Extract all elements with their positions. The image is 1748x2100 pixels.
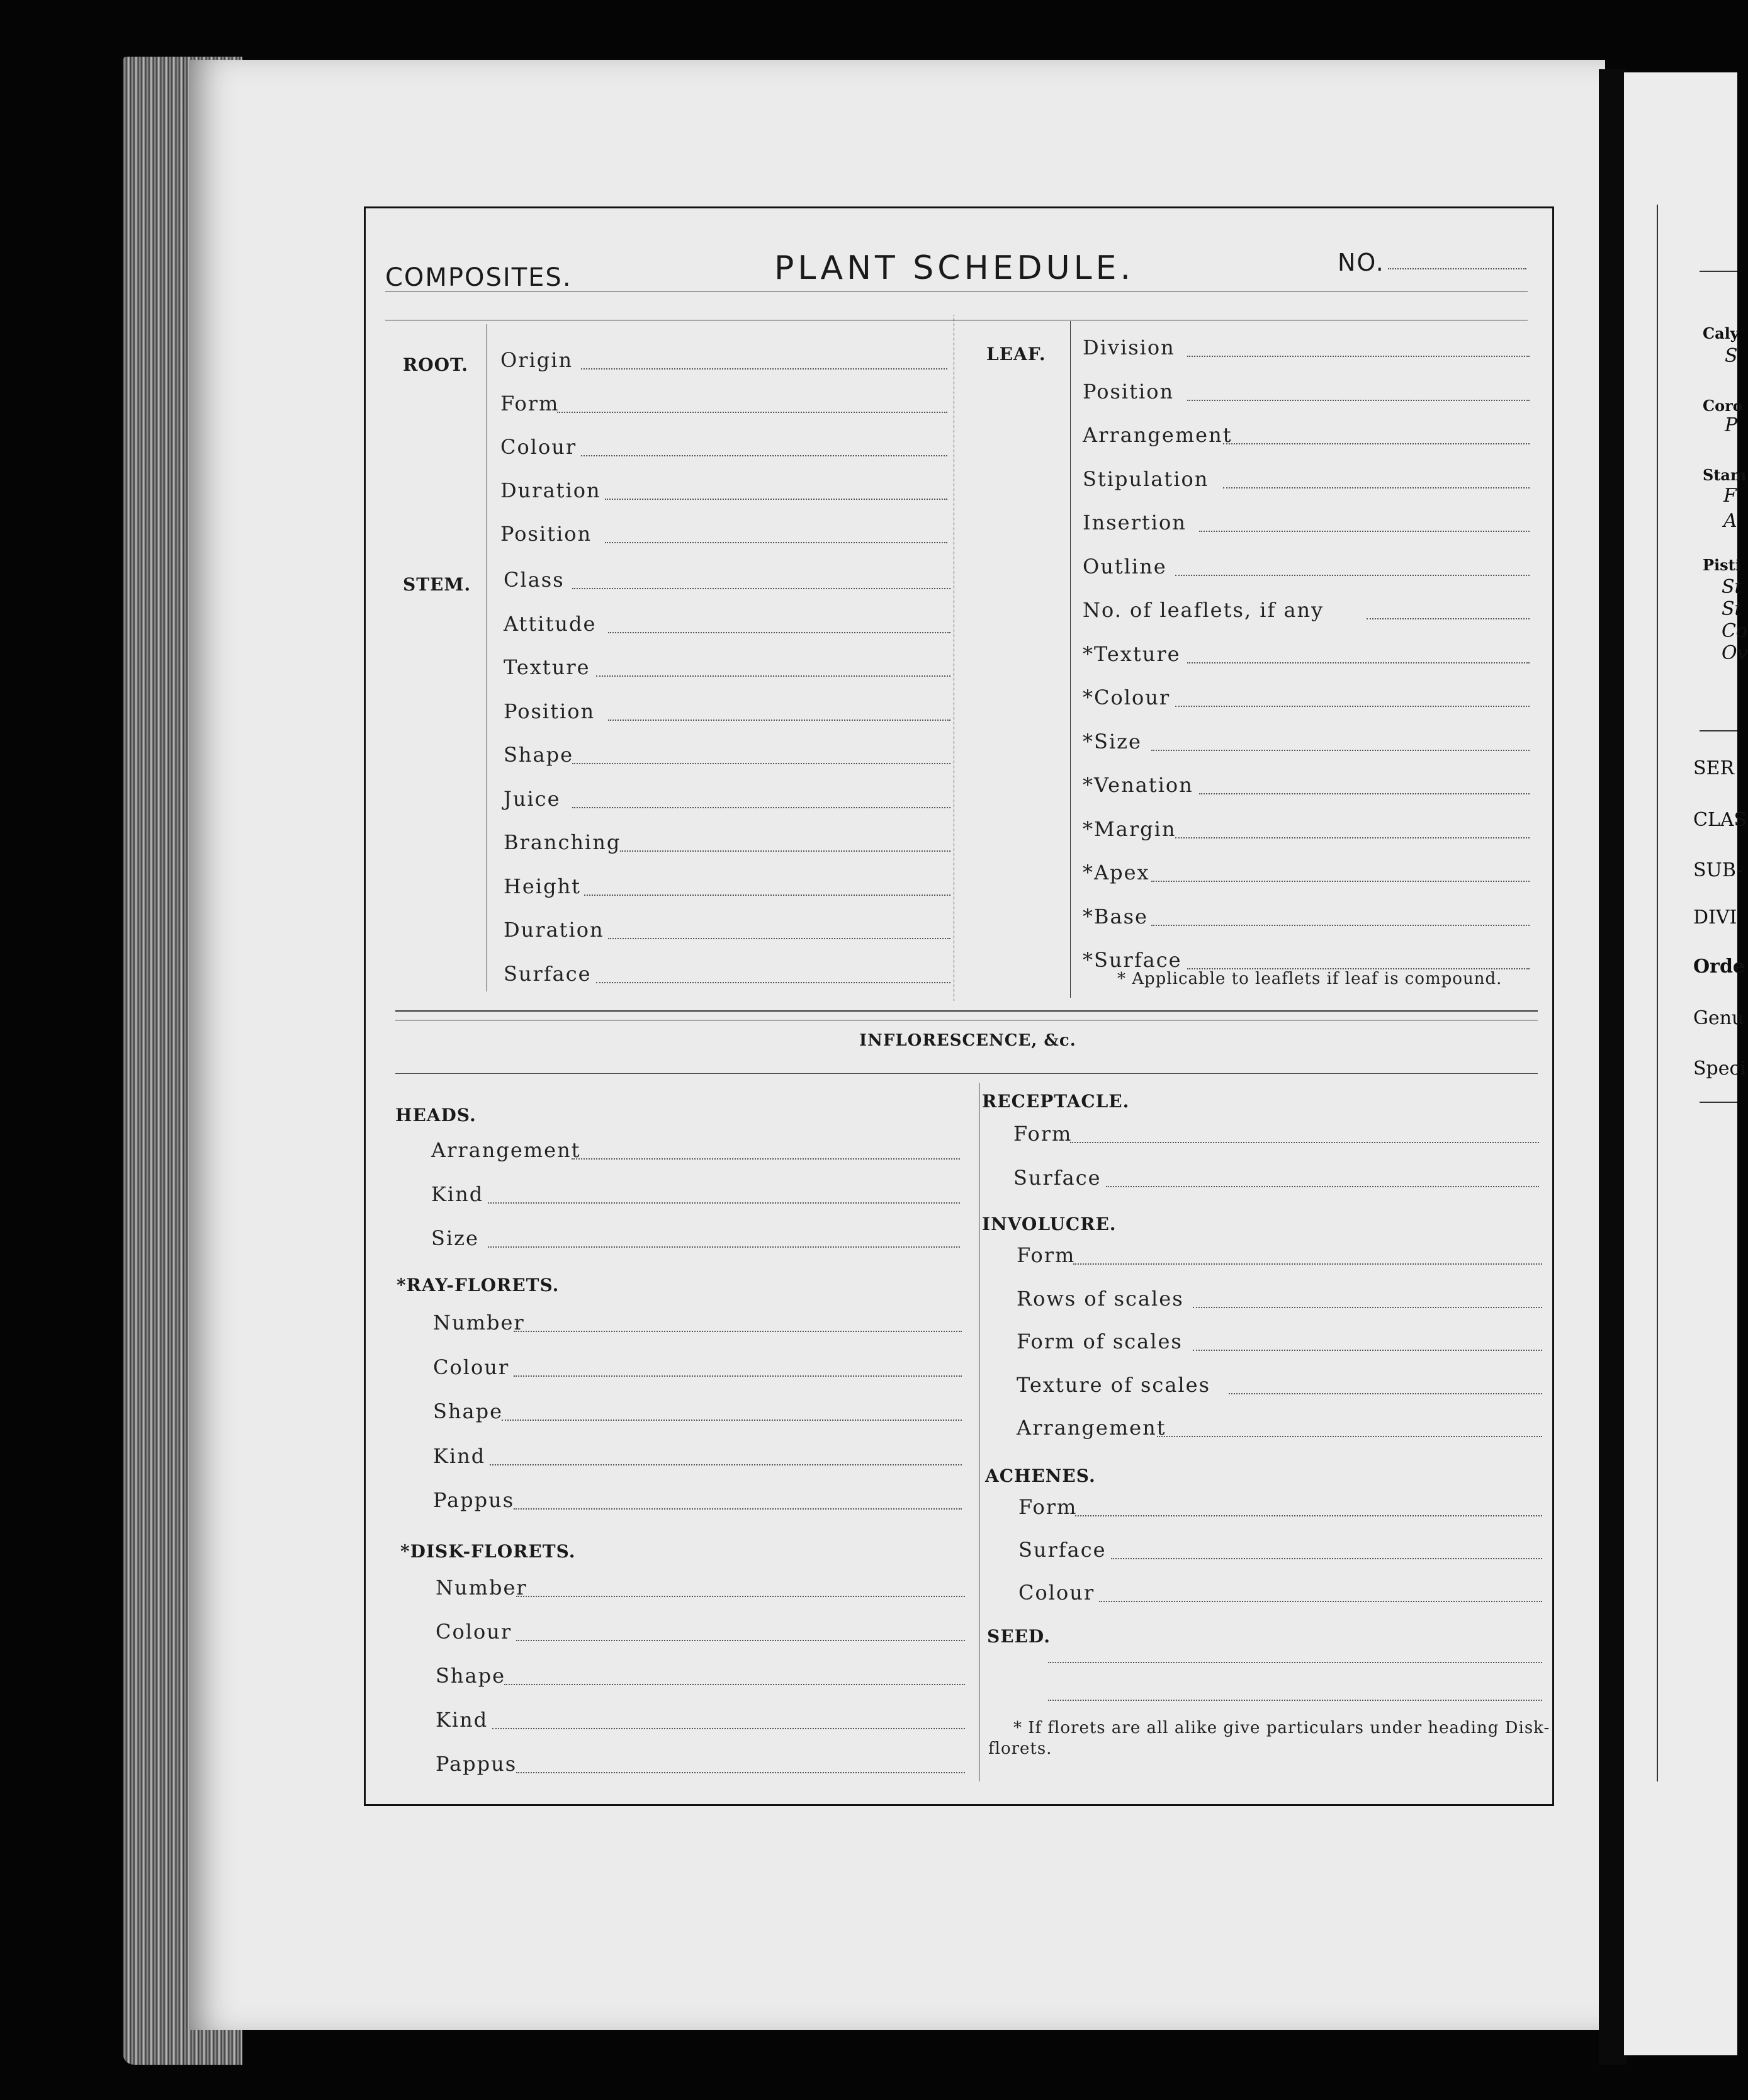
leaf-field-fill-line[interactable] <box>1175 575 1530 576</box>
involucre-field-label: Form <box>1017 1243 1076 1267</box>
leaf-field-fill-line[interactable] <box>1187 356 1530 357</box>
leaf-heading: LEAF. <box>986 344 1046 364</box>
stem-field-fill-line[interactable] <box>596 982 950 983</box>
right-page-frame-edge <box>1657 205 1658 1781</box>
right-page-label: DIVI <box>1693 906 1737 929</box>
leaf-field-fill-line[interactable] <box>1187 400 1530 401</box>
ray-florets-heading: *RAY-FLORETS. <box>397 1275 560 1296</box>
leaf-field-fill-line[interactable] <box>1151 925 1530 926</box>
disk-florets-field-fill-line[interactable] <box>516 1596 965 1597</box>
disk-florets-field-label: Kind <box>436 1708 488 1732</box>
ray-florets-field-fill-line[interactable] <box>514 1331 962 1332</box>
leaf-field-label: Outline <box>1083 554 1167 579</box>
stem-field-fill-line[interactable] <box>572 763 950 764</box>
disk-florets-heading: *DISK-FLORETS. <box>400 1541 576 1562</box>
stem-field-fill-line[interactable] <box>596 675 950 677</box>
root-field-label: Colour <box>500 435 577 459</box>
root-field-fill-line[interactable] <box>605 499 947 500</box>
leaf-field-label: *Margin <box>1083 816 1176 841</box>
heads-field-label: Arrangement <box>431 1138 581 1162</box>
leaf-field-label: Division <box>1083 336 1175 359</box>
involucre-field-label: Form of scales <box>1017 1329 1183 1353</box>
right-page-label: Co <box>1722 620 1748 642</box>
achenes-heading: ACHENES. <box>985 1465 1096 1486</box>
stem-field-label: Height <box>504 874 582 898</box>
root-heading: ROOT. <box>403 354 469 375</box>
right-page-label: SER <box>1693 757 1735 779</box>
leaf-field-fill-line[interactable] <box>1223 443 1530 444</box>
ray-florets-field-label: Number <box>433 1311 525 1335</box>
stem-field-fill-line[interactable] <box>608 720 950 721</box>
ray-florets-field-label: Kind <box>433 1443 486 1468</box>
disk-florets-field-fill-line[interactable] <box>504 1684 965 1685</box>
receptacle-field-fill-line[interactable] <box>1106 1186 1539 1187</box>
receptacle-field-label: Surface <box>1013 1166 1102 1190</box>
root-field-label: Origin <box>500 348 573 372</box>
seed-line-2 <box>1048 1700 1542 1701</box>
leaf-field-label: Stipulation <box>1083 466 1209 491</box>
achenes-field-fill-line[interactable] <box>1075 1515 1542 1516</box>
leaf-field-label: Arrangement <box>1083 423 1232 447</box>
involucre-field-label: Rows of scales <box>1017 1286 1184 1311</box>
involucre-heading: INVOLUCRE. <box>982 1214 1117 1234</box>
achenes-field-fill-line[interactable] <box>1111 1558 1542 1559</box>
heads-field-fill-line[interactable] <box>488 1246 960 1248</box>
achenes-field-label: Colour <box>1018 1581 1095 1605</box>
achenes-field-label: Surface <box>1018 1538 1107 1562</box>
involucre-field-label: Arrangement <box>1017 1416 1166 1440</box>
heads-heading: HEADS. <box>395 1105 476 1126</box>
right-page-label: Genu <box>1693 1007 1744 1029</box>
leaf-field-fill-line[interactable] <box>1367 618 1530 619</box>
disk-florets-field-fill-line[interactable] <box>492 1728 965 1729</box>
stem-field-label: Juice <box>504 786 561 811</box>
inflorescence-heading: INFLORESCENCE, &c. <box>859 1031 1076 1050</box>
inflorescence-rule-bottom <box>395 1073 1538 1074</box>
involucre-field-label: Texture of scales <box>1017 1372 1211 1397</box>
disk-florets-field-fill-line[interactable] <box>516 1640 965 1641</box>
root-field-label: Form <box>500 392 560 415</box>
heads-field-label: Size <box>431 1226 479 1250</box>
involucre-field-fill-line[interactable] <box>1073 1263 1542 1265</box>
stem-field-label: Surface <box>504 961 592 986</box>
number-label: NO. <box>1338 249 1385 276</box>
seed-line-1 <box>1048 1662 1542 1663</box>
receptacle-field-fill-line[interactable] <box>1070 1142 1539 1143</box>
stem-field-label: Duration <box>504 918 604 942</box>
right-page-label: S <box>1725 345 1738 367</box>
root-field-fill-line[interactable] <box>581 455 947 456</box>
inflorescence-rule-top <box>395 1010 1538 1012</box>
involucre-field-fill-line[interactable] <box>1157 1436 1542 1437</box>
leaf-field-fill-line[interactable] <box>1151 750 1530 751</box>
right-page-label: Orde <box>1693 956 1745 978</box>
stem-field-fill-line[interactable] <box>584 895 950 896</box>
ray-florets-field-fill-line[interactable] <box>514 1375 962 1377</box>
leaf-field-label: *Colour <box>1083 686 1171 709</box>
florets-note-line2: florets. <box>988 1739 1052 1758</box>
right-page-label: Coro <box>1703 397 1743 415</box>
achenes-field-label: Form <box>1018 1495 1078 1519</box>
leaf-field-label: Insertion <box>1083 511 1187 534</box>
leaf-field-fill-line[interactable] <box>1223 487 1530 488</box>
involucre-field-fill-line[interactable] <box>1193 1350 1542 1351</box>
right-page-rule <box>1700 730 1737 731</box>
right-page-label: F <box>1723 485 1737 507</box>
stem-field-fill-line[interactable] <box>572 588 950 589</box>
leaf-field-fill-line[interactable] <box>1199 793 1530 794</box>
book-gutter <box>1599 69 1627 2065</box>
heads-field-fill-line[interactable] <box>572 1158 960 1160</box>
leaf-field-label: *Base <box>1083 904 1148 929</box>
right-page-label: Stam <box>1703 466 1747 484</box>
right-page-label: St <box>1722 576 1742 598</box>
leaf-field-fill-line[interactable] <box>1175 837 1530 838</box>
stem-field-label: Shape <box>504 743 574 767</box>
right-page-label: SUB- <box>1693 859 1743 881</box>
right-page-label: Caly <box>1703 324 1739 342</box>
leaf-field-label: *Size <box>1083 729 1142 754</box>
root-field-fill-line[interactable] <box>557 412 947 413</box>
leaf-divider <box>1070 321 1071 998</box>
stem-field-fill-line[interactable] <box>608 632 950 633</box>
disk-florets-field-label: Pappus <box>436 1752 517 1776</box>
stem-field-label: Position <box>504 699 595 723</box>
stem-field-fill-line[interactable] <box>572 807 950 808</box>
receptacle-heading: RECEPTACLE. <box>982 1091 1130 1112</box>
seed-heading: SEED. <box>987 1626 1051 1647</box>
leaf-field-label: *Venation <box>1083 773 1193 797</box>
achenes-field-fill-line[interactable] <box>1099 1601 1542 1602</box>
ray-florets-field-label: Colour <box>433 1355 510 1379</box>
stem-field-fill-line[interactable] <box>620 850 950 852</box>
heads-field-label: Kind <box>431 1182 484 1206</box>
involucre-field-fill-line[interactable] <box>1193 1307 1542 1308</box>
disk-florets-field-label: Colour <box>436 1620 512 1644</box>
right-page-label: Pisti <box>1703 556 1741 574</box>
stem-field-label: Class <box>504 568 565 592</box>
right-page-label: St <box>1722 598 1742 620</box>
stem-field-label: Texture <box>504 655 590 679</box>
right-page-label: P <box>1725 414 1738 436</box>
root-field-fill-line[interactable] <box>605 542 947 543</box>
section-label: COMPOSITES. <box>385 263 572 292</box>
heads-field-fill-line[interactable] <box>488 1202 960 1204</box>
right-page-label: CLAS <box>1693 809 1747 831</box>
leaf-field-label: Position <box>1083 379 1175 404</box>
right-page-rule <box>1700 271 1737 272</box>
leaf-field-label: *Texture <box>1083 641 1181 666</box>
stem-field-label: Branching <box>504 830 621 854</box>
ray-florets-field-fill-line[interactable] <box>514 1508 962 1510</box>
stem-field-label: Attitude <box>504 611 597 636</box>
stem-heading: STEM. <box>403 574 471 595</box>
leaf-field-label: *Surface <box>1083 948 1182 972</box>
ray-florets-field-fill-line[interactable] <box>502 1420 962 1421</box>
ray-florets-field-label: Shape <box>433 1399 504 1423</box>
ray-florets-field-fill-line[interactable] <box>490 1464 962 1465</box>
disk-florets-field-label: Number <box>436 1576 527 1600</box>
root-field-label: Duration <box>500 478 601 502</box>
leaf-field-fill-line[interactable] <box>1151 881 1530 882</box>
involucre-field-fill-line[interactable] <box>1229 1393 1542 1394</box>
leaf-field-fill-line[interactable] <box>1187 662 1530 663</box>
number-field-line <box>1388 268 1526 269</box>
leaf-field-label: *Apex <box>1083 861 1150 884</box>
disk-florets-field-fill-line[interactable] <box>516 1772 965 1773</box>
right-page-label: Speci <box>1693 1058 1746 1080</box>
receptacle-field-label: Form <box>1013 1122 1073 1146</box>
leaf-footnote: * Applicable to leaflets if leaf is compound. <box>1117 969 1503 988</box>
leaf-field-label: No. of leaflets, if any <box>1083 598 1324 622</box>
right-page-label: A <box>1723 510 1737 532</box>
disk-florets-field-label: Shape <box>436 1664 506 1688</box>
leaf-field-fill-line[interactable] <box>1175 706 1530 707</box>
root-field-label: Position <box>500 522 592 546</box>
root-field-fill-line[interactable] <box>581 368 947 370</box>
right-page-rule <box>1700 1102 1737 1103</box>
leaf-field-fill-line[interactable] <box>1199 531 1530 532</box>
page-title: PLANT SCHEDULE. <box>774 249 1135 287</box>
ray-florets-field-label: Pappus <box>433 1488 515 1512</box>
right-page-label: Ov <box>1722 642 1748 664</box>
stem-field-fill-line[interactable] <box>608 938 950 939</box>
florets-note-line1: * If florets are all alike give particulars under heading Disk- <box>1013 1719 1550 1737</box>
